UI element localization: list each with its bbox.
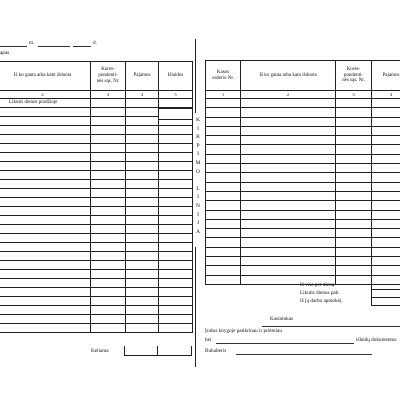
table-cell[interactable] bbox=[159, 225, 193, 234]
carried-forward-bottom-border bbox=[124, 355, 192, 356]
table-cell[interactable] bbox=[126, 135, 159, 144]
table-cell[interactable] bbox=[159, 270, 193, 279]
column-number: 3 bbox=[336, 91, 372, 99]
column-number: 2 bbox=[0, 91, 91, 99]
table-cell[interactable] bbox=[91, 261, 126, 270]
table-cell[interactable] bbox=[0, 144, 91, 153]
wages-label: Iš jų darbo apmokėj. bbox=[300, 298, 343, 304]
table-cell[interactable] bbox=[206, 266, 241, 275]
opening-balance-label: Likutis dienos pradžioje bbox=[0, 99, 91, 108]
table-cell[interactable] bbox=[126, 108, 159, 117]
table-cell[interactable] bbox=[336, 154, 372, 163]
table-cell[interactable] bbox=[372, 145, 400, 154]
right-entry-rows bbox=[206, 99, 400, 285]
table-cell[interactable] bbox=[126, 306, 159, 315]
header-kasos-orderio: Kasos orderio Nr. bbox=[206, 61, 241, 91]
table-cell[interactable] bbox=[372, 275, 400, 284]
table-cell[interactable] bbox=[206, 219, 241, 228]
totals-row-divider bbox=[371, 297, 400, 298]
table-cell[interactable] bbox=[206, 117, 241, 126]
table-cell[interactable] bbox=[126, 315, 159, 324]
right-ledger-table bbox=[205, 60, 400, 285]
table-cell[interactable] bbox=[126, 144, 159, 153]
table-cell[interactable] bbox=[91, 198, 126, 207]
table-cell[interactable] bbox=[336, 108, 372, 117]
table-cell[interactable] bbox=[241, 145, 336, 154]
table-cell[interactable] bbox=[159, 306, 193, 315]
table-cell[interactable] bbox=[159, 207, 193, 216]
table-cell[interactable] bbox=[91, 234, 126, 243]
table-cell[interactable] bbox=[206, 136, 241, 145]
table-cell[interactable] bbox=[0, 117, 91, 126]
fold-label: K I R P I M O L I N I J A bbox=[195, 117, 201, 235]
table-cell[interactable] bbox=[126, 117, 159, 126]
table-cell[interactable] bbox=[91, 279, 126, 288]
table-cell[interactable] bbox=[241, 219, 336, 228]
left-ledger-table bbox=[0, 61, 193, 333]
table-cell[interactable] bbox=[126, 216, 159, 225]
totals-bottom-border bbox=[371, 305, 400, 306]
table-cell[interactable] bbox=[0, 198, 91, 207]
entries-checked-label: Įrašus knygoje patikrinau ir priėmiau bbox=[205, 328, 282, 334]
table-cell[interactable] bbox=[91, 153, 126, 162]
table-cell[interactable] bbox=[206, 229, 241, 238]
column-number: 3 bbox=[91, 91, 126, 99]
table-cell[interactable] bbox=[0, 324, 91, 333]
table-cell[interactable] bbox=[0, 108, 91, 117]
column-number: 4 bbox=[372, 91, 400, 99]
cashier-label: Kasininkas bbox=[270, 316, 294, 322]
table-cell[interactable] bbox=[336, 229, 372, 238]
table-cell[interactable] bbox=[159, 315, 193, 324]
date-day-line bbox=[73, 46, 91, 47]
table-cell[interactable] bbox=[91, 117, 126, 126]
table-cell[interactable] bbox=[126, 153, 159, 162]
date-year-line bbox=[0, 46, 27, 47]
table-cell[interactable] bbox=[159, 144, 193, 153]
table-cell[interactable] bbox=[372, 229, 400, 238]
table-cell[interactable] bbox=[241, 136, 336, 145]
table-cell[interactable] bbox=[336, 173, 372, 182]
table-cell[interactable] bbox=[336, 164, 372, 173]
table-cell[interactable] bbox=[372, 219, 400, 228]
table-cell[interactable] bbox=[91, 216, 126, 225]
table-cell[interactable] bbox=[159, 126, 193, 135]
table-cell[interactable] bbox=[206, 182, 241, 191]
sheet-label: apas bbox=[0, 50, 10, 56]
table-cell[interactable] bbox=[159, 288, 193, 297]
totals-left-border bbox=[371, 282, 372, 306]
table-cell[interactable] bbox=[336, 117, 372, 126]
table-cell[interactable] bbox=[0, 171, 91, 180]
table-cell[interactable] bbox=[336, 182, 372, 191]
table-cell[interactable] bbox=[206, 145, 241, 154]
table-cell[interactable] bbox=[372, 210, 400, 219]
table-cell[interactable] bbox=[372, 108, 400, 117]
table-cell[interactable] bbox=[336, 99, 372, 108]
table-cell[interactable] bbox=[336, 275, 372, 284]
table-cell[interactable] bbox=[0, 216, 91, 225]
table-cell[interactable] bbox=[372, 182, 400, 191]
bei-label: bei bbox=[205, 337, 212, 343]
table-cell[interactable] bbox=[0, 261, 91, 270]
header-korespondentines: Kores- pondenti- nės sąs. Nr. bbox=[336, 61, 372, 91]
table-cell[interactable] bbox=[241, 266, 336, 275]
table-cell[interactable] bbox=[126, 288, 159, 297]
table-cell[interactable] bbox=[0, 189, 91, 198]
left-entry-rows bbox=[0, 108, 193, 333]
column-number: 4 bbox=[126, 91, 159, 99]
column-number: 1 bbox=[206, 91, 241, 99]
table-cell[interactable] bbox=[206, 201, 241, 210]
table-cell[interactable] bbox=[159, 198, 193, 207]
table-cell[interactable] bbox=[0, 153, 91, 162]
table-cell[interactable] bbox=[126, 171, 159, 180]
table-cell[interactable] bbox=[159, 279, 193, 288]
table-cell[interactable] bbox=[0, 162, 91, 171]
date-month-suffix: m. bbox=[29, 40, 35, 46]
totals-row-divider bbox=[371, 289, 400, 290]
table-cell[interactable] bbox=[91, 324, 126, 333]
table-cell[interactable] bbox=[126, 180, 159, 189]
table-cell[interactable] bbox=[126, 99, 159, 108]
table-cell[interactable] bbox=[126, 261, 159, 270]
table-cell[interactable] bbox=[126, 162, 159, 171]
table-cell[interactable] bbox=[336, 257, 372, 266]
table-cell[interactable] bbox=[372, 99, 400, 108]
table-cell[interactable] bbox=[372, 257, 400, 266]
table-cell[interactable] bbox=[159, 261, 193, 270]
table-cell[interactable] bbox=[241, 117, 336, 126]
table-cell[interactable] bbox=[206, 275, 241, 284]
table-cell[interactable] bbox=[91, 315, 126, 324]
table-cell[interactable] bbox=[126, 243, 159, 252]
table-cell[interactable] bbox=[336, 219, 372, 228]
table-cell[interactable] bbox=[372, 164, 400, 173]
table-cell[interactable] bbox=[91, 288, 126, 297]
table-cell[interactable] bbox=[159, 243, 193, 252]
table-cell[interactable] bbox=[159, 297, 193, 306]
date-month-line bbox=[38, 46, 70, 47]
table-cell[interactable] bbox=[0, 207, 91, 216]
table-cell[interactable] bbox=[241, 229, 336, 238]
table-cell[interactable] bbox=[241, 126, 336, 135]
table-cell[interactable] bbox=[126, 189, 159, 198]
table-cell[interactable] bbox=[159, 234, 193, 243]
header-description: Iš ko gauta arba kam išduota bbox=[0, 62, 91, 91]
table-cell[interactable] bbox=[91, 108, 126, 117]
table-cell[interactable] bbox=[372, 136, 400, 145]
header-pajamos: Pajamos bbox=[372, 61, 400, 91]
table-cell[interactable] bbox=[206, 154, 241, 163]
table-cell[interactable] bbox=[91, 189, 126, 198]
table-cell[interactable] bbox=[91, 306, 126, 315]
table-cell[interactable] bbox=[336, 266, 372, 275]
header-description: Iš ko gauta arba kam išduota bbox=[241, 61, 336, 91]
header-islaidos: Išlaidos bbox=[159, 62, 193, 91]
table-cell[interactable] bbox=[0, 252, 91, 261]
table-cell[interactable] bbox=[91, 207, 126, 216]
table-cell[interactable] bbox=[336, 238, 372, 247]
table-cell[interactable] bbox=[159, 189, 193, 198]
table-cell[interactable] bbox=[159, 162, 193, 171]
fold-line-top bbox=[195, 39, 196, 113]
table-cell[interactable] bbox=[91, 99, 126, 108]
table-cell[interactable] bbox=[241, 257, 336, 266]
table-cell[interactable] bbox=[126, 324, 159, 333]
table-cell[interactable] bbox=[372, 126, 400, 135]
table-cell[interactable] bbox=[241, 182, 336, 191]
table-cell[interactable] bbox=[241, 173, 336, 182]
table-cell[interactable] bbox=[126, 252, 159, 261]
table-cell[interactable] bbox=[206, 247, 241, 256]
carried-forward-label: Keliama bbox=[91, 348, 109, 354]
table-cell[interactable] bbox=[91, 297, 126, 306]
carried-forward-right-border bbox=[191, 346, 192, 356]
table-cell[interactable] bbox=[91, 171, 126, 180]
total-per-day-label: Iš viso per dieną bbox=[300, 282, 335, 288]
table-cell[interactable] bbox=[126, 126, 159, 135]
table-cell[interactable] bbox=[126, 270, 159, 279]
table-cell[interactable] bbox=[91, 144, 126, 153]
table-cell[interactable] bbox=[0, 279, 91, 288]
date-day-suffix: d. bbox=[93, 40, 97, 46]
table-cell[interactable] bbox=[126, 297, 159, 306]
table-cell[interactable] bbox=[372, 247, 400, 256]
table-cell[interactable] bbox=[126, 234, 159, 243]
table-cell[interactable] bbox=[126, 198, 159, 207]
table-cell[interactable] bbox=[336, 210, 372, 219]
table-cell[interactable] bbox=[0, 180, 91, 189]
table-cell[interactable] bbox=[91, 135, 126, 144]
table-cell[interactable] bbox=[372, 238, 400, 247]
table-cell[interactable] bbox=[159, 171, 193, 180]
table-cell[interactable] bbox=[0, 234, 91, 243]
table-cell[interactable] bbox=[372, 117, 400, 126]
table-cell[interactable] bbox=[206, 99, 241, 108]
table-cell[interactable] bbox=[206, 164, 241, 173]
table-cell[interactable] bbox=[206, 126, 241, 135]
table-cell[interactable] bbox=[336, 247, 372, 256]
table-cell[interactable] bbox=[206, 210, 241, 219]
table-cell[interactable] bbox=[91, 225, 126, 234]
table-cell[interactable] bbox=[336, 201, 372, 210]
fold-line-bottom bbox=[195, 247, 196, 367]
table-cell[interactable] bbox=[159, 180, 193, 189]
table-cell[interactable] bbox=[91, 162, 126, 171]
table-cell[interactable] bbox=[0, 297, 91, 306]
table-cell[interactable] bbox=[336, 126, 372, 135]
attachments-count-line bbox=[216, 343, 354, 344]
header-pajamos: Pajamos bbox=[126, 62, 159, 91]
table-cell[interactable] bbox=[336, 191, 372, 200]
carried-forward-middle-border bbox=[157, 346, 158, 356]
table-cell[interactable] bbox=[126, 279, 159, 288]
table-cell[interactable] bbox=[159, 216, 193, 225]
column-number: 5 bbox=[159, 91, 193, 99]
table-cell[interactable] bbox=[241, 201, 336, 210]
header-korespondentines: Kores- pondenti- nės sąs. Nr. bbox=[91, 62, 126, 91]
table-cell[interactable] bbox=[241, 154, 336, 163]
opening-balance-box[interactable] bbox=[158, 108, 193, 120]
table-cell[interactable] bbox=[336, 136, 372, 145]
accountant-signature-line bbox=[236, 354, 372, 355]
table-cell[interactable] bbox=[91, 270, 126, 279]
table-cell[interactable] bbox=[206, 238, 241, 247]
table-cell[interactable] bbox=[0, 315, 91, 324]
table-cell[interactable] bbox=[241, 99, 336, 108]
table-cell[interactable] bbox=[241, 191, 336, 200]
table-cell[interactable] bbox=[159, 99, 193, 108]
table-cell[interactable] bbox=[91, 243, 126, 252]
table-cell[interactable] bbox=[91, 252, 126, 261]
table-cell[interactable] bbox=[159, 153, 193, 162]
table-cell[interactable] bbox=[0, 135, 91, 144]
table-cell[interactable] bbox=[159, 252, 193, 261]
table-cell[interactable] bbox=[241, 164, 336, 173]
table-cell[interactable] bbox=[206, 257, 241, 266]
table-cell[interactable] bbox=[91, 126, 126, 135]
table-cell[interactable] bbox=[126, 225, 159, 234]
table-cell[interactable] bbox=[91, 180, 126, 189]
table-cell[interactable] bbox=[372, 191, 400, 200]
table-cell[interactable] bbox=[126, 207, 159, 216]
table-cell[interactable] bbox=[372, 201, 400, 210]
table-cell[interactable] bbox=[206, 108, 241, 117]
table-cell[interactable] bbox=[241, 108, 336, 117]
accountant-label: Buhalteris bbox=[205, 348, 227, 354]
table-cell[interactable] bbox=[372, 154, 400, 163]
table-cell[interactable] bbox=[0, 288, 91, 297]
table-cell[interactable] bbox=[159, 135, 193, 144]
closing-balance-label: Likutis dienos pab. bbox=[300, 290, 340, 296]
table-cell[interactable] bbox=[241, 238, 336, 247]
table-cell[interactable] bbox=[206, 173, 241, 182]
table-cell[interactable] bbox=[0, 306, 91, 315]
table-cell[interactable] bbox=[206, 191, 241, 200]
cashier-signature-line bbox=[262, 326, 400, 327]
table-cell[interactable] bbox=[336, 145, 372, 154]
table-cell[interactable] bbox=[372, 173, 400, 182]
table-cell[interactable] bbox=[0, 243, 91, 252]
table-cell[interactable] bbox=[241, 247, 336, 256]
column-number: 2 bbox=[241, 91, 336, 99]
table-cell[interactable] bbox=[0, 270, 91, 279]
table-cell[interactable] bbox=[159, 324, 193, 333]
attachments-label: išlaidų dokumentus bbox=[356, 337, 397, 343]
table-cell[interactable] bbox=[0, 126, 91, 135]
table-cell[interactable] bbox=[0, 225, 91, 234]
table-cell[interactable] bbox=[241, 210, 336, 219]
table-cell[interactable] bbox=[372, 266, 400, 275]
